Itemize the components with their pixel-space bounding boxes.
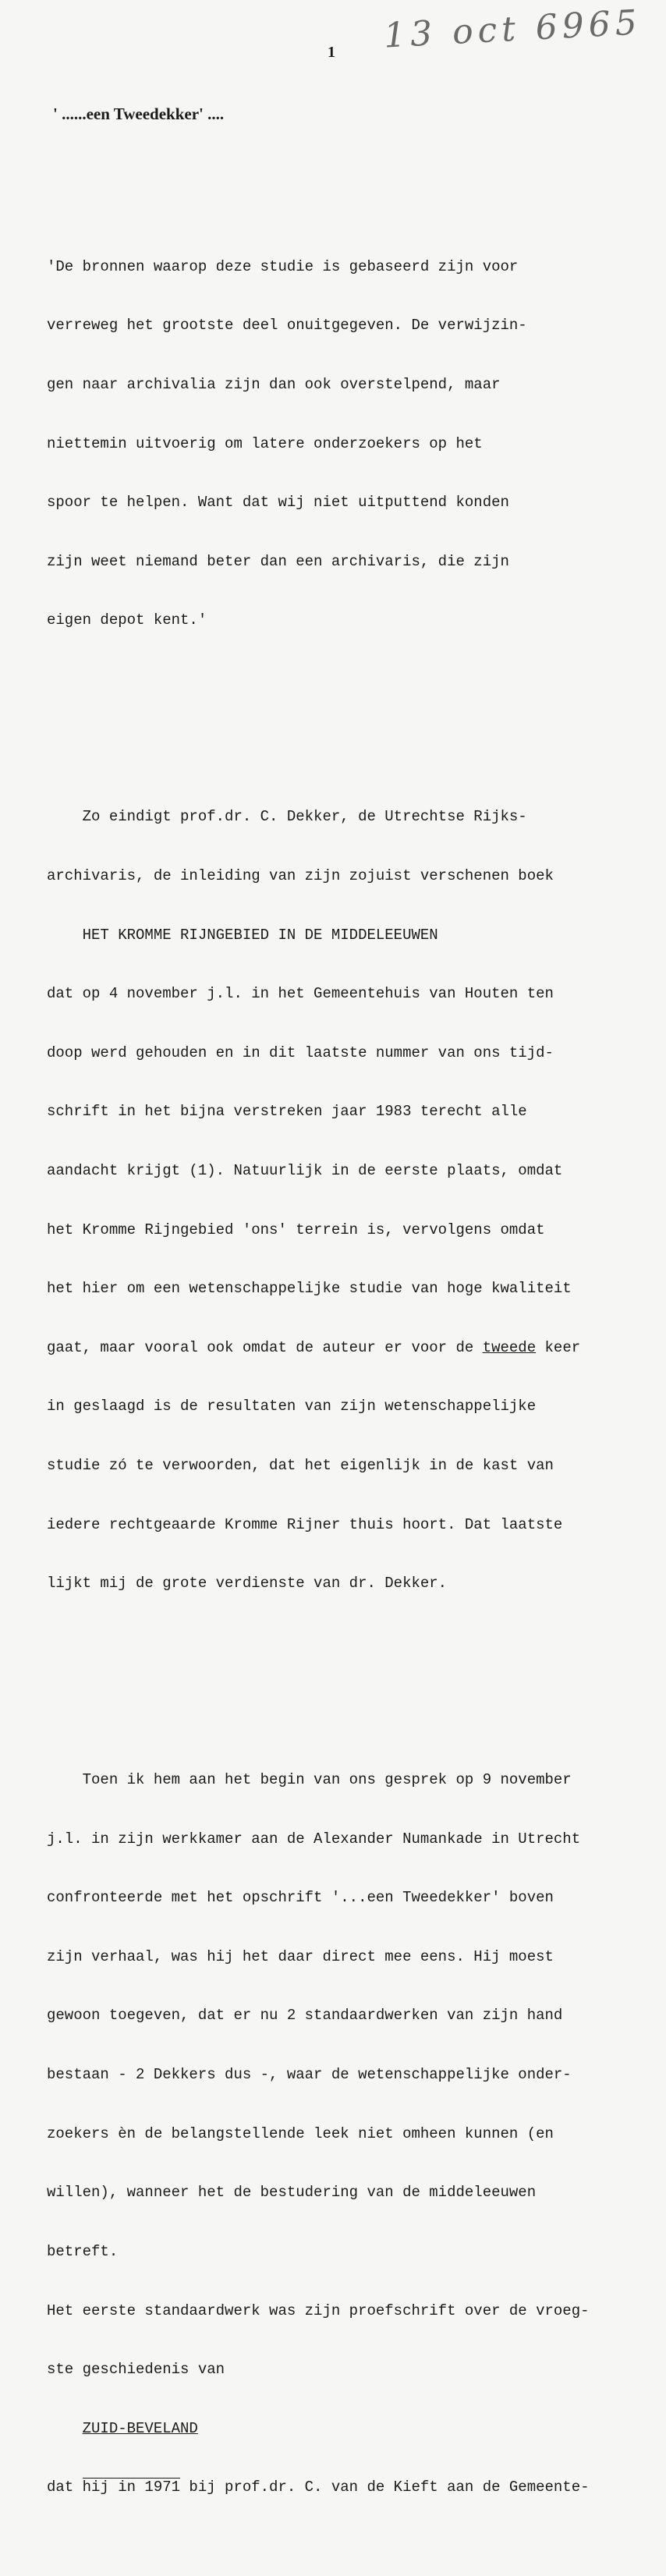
article-body <box>47 179 655 2576</box>
text-span: keer <box>536 1338 581 1356</box>
text-line <box>47 1338 655 1358</box>
text-line: het Kromme Rijngebied 'ons' terrein is, vervolgens omdat <box>47 1221 545 1238</box>
text-line <box>47 2478 655 2497</box>
text-line: betreft. <box>47 2242 119 2260</box>
place-title: ZUID-BEVELAND <box>82 2419 198 2437</box>
text-line: j.l. in zijn werkkamer aan de Alexander Numankade in Utrecht <box>47 1830 581 1848</box>
text-line: verreweg het grootste deel onuitgegeven. De verwijzin- <box>47 317 527 335</box>
text-line: Het eerste standaardwerk was zijn proefschrift over de vroeg- <box>47 2301 590 2319</box>
text-span: bij prof.dr. C. van de Kieft aan de Gemeente- <box>180 2479 590 2496</box>
text-line: bestaan - 2 Dekkers dus -, waar de wetenschappelijke onder- <box>47 2066 572 2084</box>
text-line: willen), wanneer het de bestudering van de middeleeuwen <box>47 2184 537 2202</box>
paragraph-1 <box>47 768 655 1633</box>
text-line: Toen ik hem aan het begin van ons gesprek op 9 november <box>47 1771 572 1789</box>
text-line: doop werd gehouden en in dit laatste nummer van ons tijd- <box>47 1044 554 1061</box>
text-line: in geslaagd is de resultaten van zijn wetenschappelijke <box>47 1398 537 1416</box>
paragraph-2 <box>47 1731 655 2537</box>
text-line: confronteerde met het opschrift '...een Tweedekker' boven <box>47 1889 554 1907</box>
text-line: schrift in het bijna verstreken jaar 1983 terecht alle <box>47 1103 527 1121</box>
text-line: niettemin uitvoerig om latere onderzoekers op het <box>47 434 483 452</box>
text-span: dat <box>47 2479 83 2496</box>
text-line: iedere rechtgeaarde Kromme Rijner thuis hoort. Dat laatste <box>47 1515 563 1533</box>
article-title: ' ......een Tweedekker' .... <box>53 105 225 123</box>
text-line: zijn weet niemand beter dan een archivaris, die zijn <box>47 552 509 570</box>
handwritten-date-note: 13 oct 6965 <box>382 2 643 56</box>
text-line: eigen depot kent.' <box>47 611 207 629</box>
book-title-line: HET KROMME RIJNGEBIED IN DE MIDDELEEUWEN <box>47 926 438 944</box>
text-line: 'De bronnen waarop deze studie is gebaseerd zijn voor <box>47 257 519 275</box>
text-line: ste geschiedenis van <box>47 2361 225 2379</box>
quote-block <box>47 218 655 670</box>
text-line: aandacht krijgt (1). Natuurlijk in de eerste plaats, omdat <box>47 1161 563 1179</box>
text-line: dat op 4 november j.l. in het Gemeentehuis van Houten ten <box>47 985 554 1003</box>
overlined-phrase: hij in 1971 <box>82 2479 181 2496</box>
text-line: zoekers èn de belangstellende leek niet omheen kunnen (en <box>47 2124 554 2142</box>
text-line: Zo eindigt prof.dr. C. Dekker, de Utrechtse Rijks- <box>47 808 527 826</box>
place-title-line <box>47 2419 655 2439</box>
text-span: gaat, maar vooral ook omdat de auteur er voor de <box>47 1338 483 1356</box>
text-line: gen naar archivalia zijn dan ook overstelpend, maar <box>47 376 501 394</box>
page-number: 1 <box>328 44 335 61</box>
text-line: het hier om een wetenschappelijke studie van hoge kwaliteit <box>47 1280 572 1298</box>
underlined-word: tweede <box>482 1338 537 1356</box>
text-line: lijkt mij de grote verdienste van dr. Dekker. <box>47 1575 448 1593</box>
text-line: zijn verhaal, was hij het daar direct mee eens. Hij moest <box>47 1947 554 1965</box>
text-line: archivaris, de inleiding van zijn zojuist verschenen boek <box>47 866 554 884</box>
text-line: spoor te helpen. Want dat wij niet uitputtend konden <box>47 494 509 512</box>
text-line: studie zó te verwoorden, dat het eigenlijk in de kast van <box>47 1457 554 1474</box>
text-line: gewoon toegeven, dat er nu 2 standaardwerken van zijn hand <box>47 2007 563 2025</box>
